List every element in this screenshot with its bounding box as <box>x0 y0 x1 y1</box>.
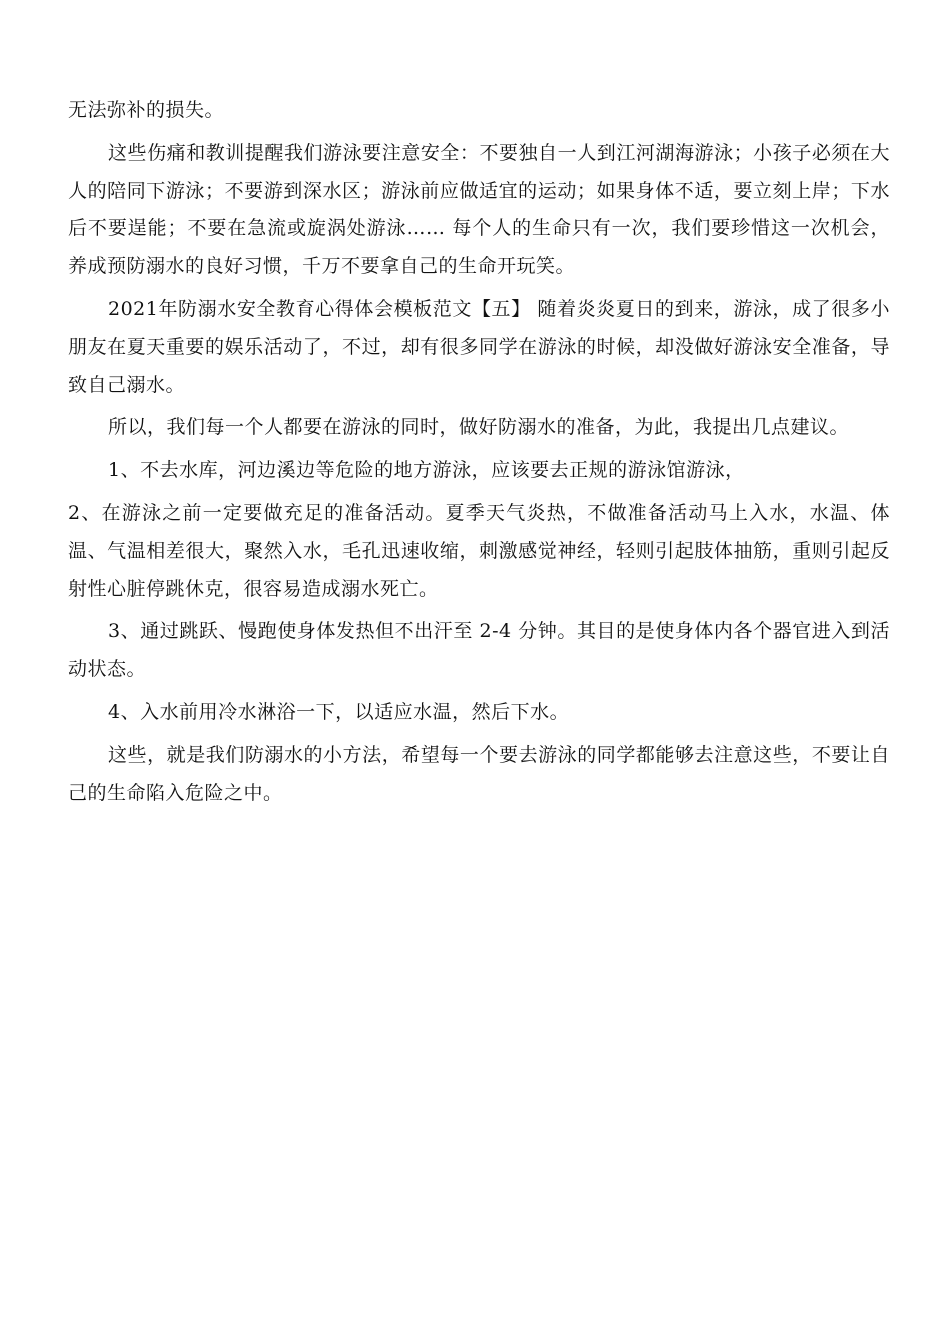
paragraph-safety-lessons: 这些伤痛和教训提醒我们游泳要注意安全：不要独自一人到江河湖海游泳；小孩子必须在大人的陪同下游泳；不要游到深水区；游泳前应做适宜的运动；如果身体不适，要立刻上岸；下水后不要逞能；不要在急流或旋涡处游泳…… 每个人的生命只有一次，我们要珍惜这一次机会，养成预防溺水的良好习惯，千万不要拿自己的生命开玩笑。 <box>68 141 890 278</box>
paragraph-suggestion-3: 3、通过跳跃、慢跑使身体发热但不出汗至 2-4 分钟。其目的是使身体内各个器官进入到活动状态。 <box>68 620 890 681</box>
paragraph-suggestions-intro: 所以，我们每一个人都要在游泳的同时，做好防溺水的准备，为此，我提出几点建议。 <box>108 416 850 439</box>
paragraph-template-five: 2021年防溺水安全教育心得体会模板范文【五】 随着炎炎夏日的到来，游泳，成了很多小朋友在夏天重要的娱乐活动了，不过，却有很多同学在游泳的时候，却没做好游泳安全准备，导致自己溺水。 <box>68 297 890 396</box>
paragraph-loss: 无法弥补的损失。 <box>68 99 225 121</box>
paragraph-suggestion-2: 2、在游泳之前一定要做充足的准备活动。夏季天气炎热，不做准备活动马上入水，水温、体温、气温相差很大，聚然入水，毛孔迅速收缩，刺激感觉神经，轻则引起肢体抽筋，重则引起反射性心脏停跳休克，很容易造成溺水死亡。 <box>68 501 890 600</box>
paragraph-suggestion-4: 4、入水前用冷水淋浴一下，以适应水温，然后下水。 <box>108 700 570 723</box>
paragraph-conclusion: 这些，就是我们防溺水的小方法，希望每一个要去游泳的同学都能够去注意这些，不要让自己的生命陷入危险之中。 <box>68 743 890 804</box>
paragraph-suggestion-1: 1、不去水库，河边溪边等危险的地方游泳，应该要去正规的游泳馆游泳， <box>108 459 745 482</box>
document-page <box>68 92 890 817</box>
